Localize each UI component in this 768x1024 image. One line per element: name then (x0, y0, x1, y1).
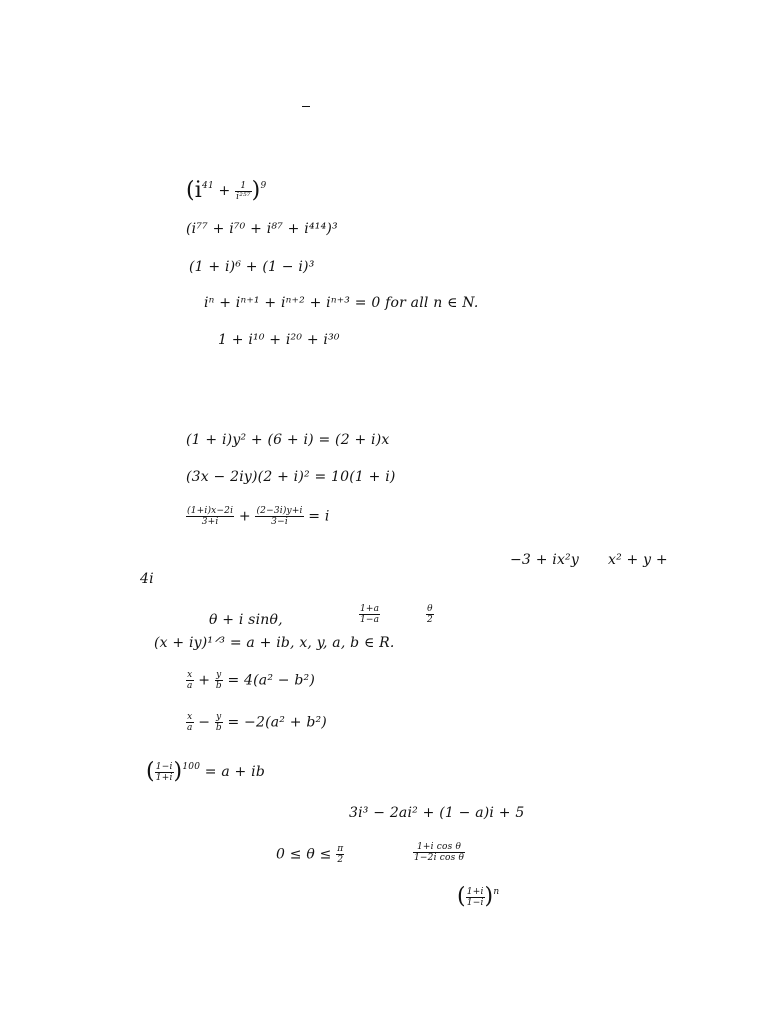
d-frac-1 (186, 670, 194, 691)
expression-a2: x² + y + (608, 552, 668, 568)
h-den: 2 (337, 855, 344, 865)
f3-num1: (1+i)x−2i (187, 506, 234, 516)
expression-g: 3i³ − 2ai² + (1 − a)i + 5 (349, 805, 525, 821)
i-den: 1−i (466, 897, 484, 908)
b-num2: θ (427, 604, 433, 614)
expression-h2 (413, 842, 465, 863)
e-d1: a (187, 723, 193, 733)
i-close-paren: ) (484, 884, 494, 909)
e-d2: b (215, 723, 222, 733)
expression-h1 (276, 844, 344, 865)
f-den: 1+i (155, 772, 173, 783)
equation-e (186, 712, 327, 733)
d-rhs: = 4(a² − b²) (227, 672, 316, 689)
expression-b2 (359, 604, 380, 625)
expression-e5: 1 + i¹⁰ + i²⁰ + i³⁰ (218, 332, 340, 348)
f3-num2: (2−3i)y+i (256, 506, 303, 516)
expression-e1 (186, 177, 266, 202)
e-frac-2 (215, 712, 223, 733)
f3-rhs: = i (303, 508, 330, 525)
i-open-paren: ( (457, 884, 466, 909)
expression-i (457, 883, 499, 908)
b-fraction (359, 604, 380, 625)
e-op: − (198, 714, 211, 731)
e-n2: y (216, 712, 222, 722)
expression-e2: (i⁷⁷ + i⁷⁰ + i⁸⁷ + i⁴¹⁴)³ (186, 221, 338, 237)
expression-e3: (1 + i)⁶ + (1 − i)³ (189, 259, 315, 275)
e-n1: x (187, 712, 193, 722)
dash-mark (302, 106, 310, 107)
e1-sup: 41 (202, 181, 214, 191)
b-num: 1+a (360, 604, 380, 614)
f3-plus: + (234, 508, 256, 525)
expression-c: (x + iy)¹ᐟ³ = a + ib, x, y, a, b ∈ R. (154, 635, 395, 651)
e-rhs: = −2(a² + b²) (227, 714, 327, 731)
d-d1: a (187, 681, 193, 691)
h-num: π (337, 844, 344, 854)
f-num: 1−i (155, 761, 173, 772)
f-open-paren: ( (146, 759, 155, 784)
equation-f1: (1 + i)y² + (6 + i) = (2 + i)x (186, 432, 390, 448)
expression-b3 (426, 604, 434, 625)
b-den2: 2 (427, 615, 433, 625)
equation-d (186, 670, 315, 691)
f-pow: 100 (182, 762, 201, 772)
i-fraction (466, 887, 485, 908)
d-d2: b (215, 681, 222, 691)
h-frac-2 (413, 842, 465, 863)
f3-fraction-2 (255, 506, 303, 527)
e1-num: 1 (235, 181, 252, 192)
b-den: 1−a (360, 615, 380, 625)
f3-den2: 3−i (271, 517, 288, 527)
d-n2: y (216, 670, 222, 680)
expression-a3: 4i (140, 571, 154, 587)
h-frac (336, 844, 344, 865)
f3-den1: 3+i (201, 517, 219, 527)
expression-a1: −3 + ix²y (510, 552, 579, 568)
i-num: 1+i (466, 886, 484, 897)
f-close-paren: ) (173, 759, 183, 784)
e1-pow: 9 (260, 181, 267, 191)
e1-open: (i (186, 178, 203, 203)
b-fraction-2 (426, 604, 434, 625)
e1-close: ) (251, 178, 261, 203)
d-frac-2 (215, 670, 223, 691)
equation-f3 (186, 506, 330, 527)
f-rhs: = a + ib (204, 764, 265, 780)
d-op: + (198, 672, 211, 689)
f3-fraction-1 (186, 506, 234, 527)
i-pow: n (493, 887, 500, 897)
equation-f (146, 758, 265, 783)
e1-plus: + (213, 183, 236, 199)
h-lhs: 0 ≤ θ ≤ (276, 846, 332, 863)
e1-den: i²⁵⁷ (236, 191, 251, 202)
expression-b1: θ + i sinθ, (209, 612, 283, 628)
e-frac-1 (186, 712, 194, 733)
h-num2: 1+i cos θ (413, 842, 465, 853)
d-n1: x (187, 670, 193, 680)
f-fraction (155, 762, 174, 783)
equation-f2: (3x − 2iy)(2 + i)² = 10(1 + i) (186, 469, 396, 485)
e1-fraction (235, 181, 252, 202)
expression-e4: iⁿ + iⁿ⁺¹ + iⁿ⁺² + iⁿ⁺³ = 0 for all n ∈ N. (204, 295, 479, 311)
h-den2: 1−2i cos θ (414, 853, 465, 863)
